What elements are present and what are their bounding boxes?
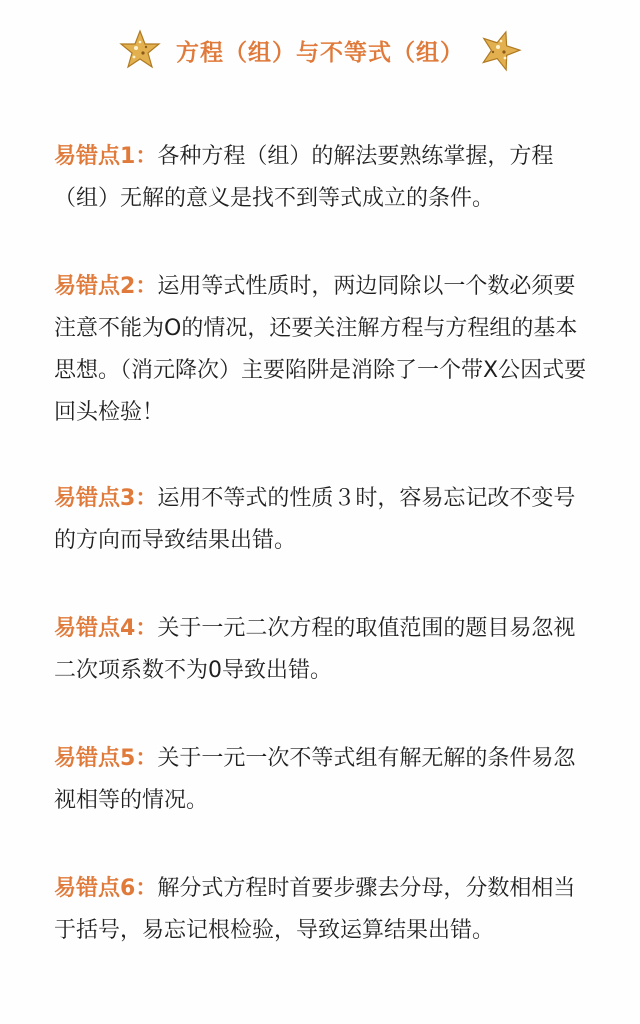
item-text: 各种方程（组）的解法要熟练掌握，方程（组）无解的意义是找不到等式成立的条件。 [54, 144, 554, 211]
list-item [54, 136, 594, 220]
item-colon: ： [135, 876, 158, 901]
item-colon: ： [135, 616, 158, 641]
star-left-icon [118, 28, 162, 72]
item-colon: ： [135, 274, 158, 299]
item-label: 易错点5 [54, 746, 136, 771]
item-text: 解分式方程时首要步骤去分母，分数相相当于括号，易忘记根检验，导致运算结果出错。 [54, 876, 576, 943]
item-label: 易错点3 [54, 486, 136, 511]
item-colon: ： [135, 746, 158, 771]
item-text: 关于一元一次不等式组有解无解的条件易忽视相等的情况。 [54, 746, 576, 813]
item-text: 关于一元二次方程的取值范围的题目易忽视二次项系数不为0导致出错。 [54, 616, 576, 683]
page-title: 方程（组）与不等式（组） [176, 39, 464, 66]
list-item [54, 266, 594, 434]
item-label: 易错点1 [54, 144, 136, 169]
list-item [54, 608, 594, 692]
item-label: 易错点2 [54, 274, 136, 299]
mistakes-list [54, 136, 594, 998]
item-colon: ： [135, 144, 158, 169]
item-label: 易错点6 [54, 876, 136, 901]
list-item [54, 738, 594, 822]
item-colon: ： [135, 486, 158, 511]
list-item [54, 868, 594, 952]
item-label: 易错点4 [54, 616, 136, 641]
item-text: 运用等式性质时，两边同除以一个数必须要注意不能为O的情况，还要关注解方程与方程组的基本思想。（消元降次）主要陷阱是消除了一个带X公因式要回头检验！ [54, 274, 587, 425]
header [0, 22, 640, 78]
list-item [54, 478, 594, 562]
star-right-icon [478, 28, 522, 72]
item-text: 运用不等式的性质３时，容易忘记改不变号的方向而导致结果出错。 [54, 486, 576, 553]
